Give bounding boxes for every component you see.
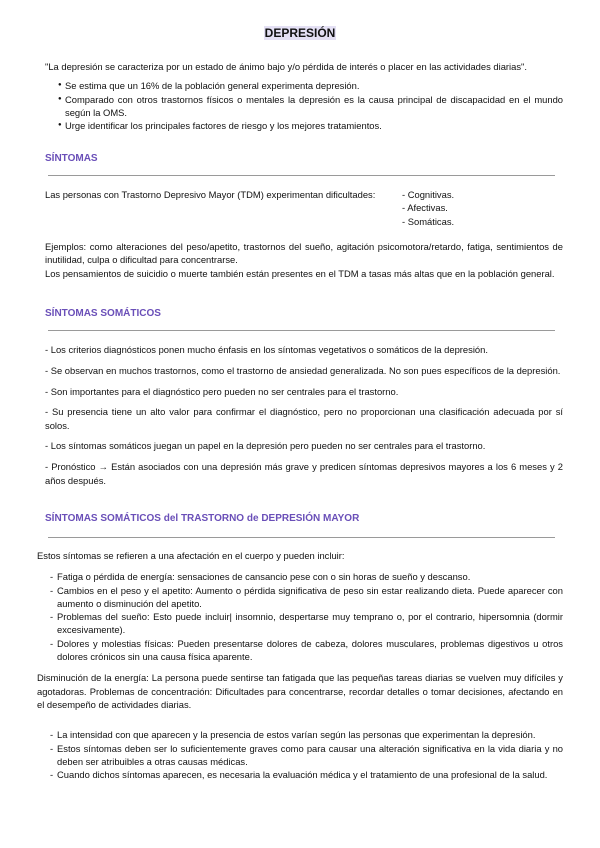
tdm-text: Las personas con Trastorno Depresivo Mayor (TDM) experimentan dificultades: — [45, 189, 376, 200]
tdm-list-2 — [37, 728, 563, 781]
list-item: - La intensidad con que aparecen y la presencia de estos varían según las personas que experimentan la depresión. — [37, 728, 563, 741]
divider — [48, 537, 555, 538]
intro-bullets — [45, 79, 563, 132]
ejemplos-paragraph: Ejemplos: como alteraciones del peso/apetito, trastornos del sueño, agitación psicomotora/retardo, fatiga, sentimientos de inutilidad, culpa o dificultad para concentrarse. — [45, 241, 563, 266]
list-item: ● Urge identificar los principales factores de riesgo y los mejores tratamientos. — [45, 119, 563, 132]
list-item: - Se observan en muchos trastornos, como el trastorno de ansiedad generalizada. No son pues específicos de la depresión. — [45, 364, 561, 376]
list-item: - Somáticas. — [402, 215, 455, 227]
list-item: - Problemas del sueño: Esto puede incluir| insomnio, despertarse muy temprano o, por el contrario, hipersomnia (dormir excesivamente). — [37, 610, 563, 637]
intro-section — [45, 60, 563, 132]
list-item: - Fatiga o pérdida de energía: sensaciones de cansancio pese con o sin horas de sueño y descanso. — [37, 570, 563, 583]
list-item: ● Se estima que un 16% de la población general experimenta depresión. — [45, 79, 563, 92]
section-heading-tdm: SÍNTOMAS SOMÁTICOS del TRASTORNO de DEPRESIÓN MAYOR — [45, 513, 360, 524]
list-item: - Dolores y molestias físicas: Pueden presentarse dolores de cabeza, dolores musculares, problemas digestivos u otros dolores crónicos sin una causa física aparente. — [37, 637, 563, 664]
list-item: - Cognitivas. — [402, 189, 455, 200]
list-item: - Cuando dichos síntomas aparecen, es necesaria la evaluación médica y el tratamiento de una profesional de la salud. — [37, 768, 563, 781]
tdm-difficulties — [45, 188, 563, 227]
tdm-section — [37, 549, 563, 781]
tdm-list-1 — [37, 570, 563, 663]
page-title: DEPRESIÓN — [264, 26, 336, 40]
list-item: - Los criterios diagnósticos ponen mucho énfasis en los síntomas vegetativos o somáticos de la depresión. — [45, 344, 488, 355]
list-item: - Su presencia tiene un alto valor para confirmar el diagnóstico, pero no proporcionan una clasificación adecuada por sí solos. — [45, 406, 563, 431]
list-item: ● Comparado con otros trastornos físicos o mentales la depresión es la causa principal de discapacidad en el mundo según la OMS. — [45, 93, 563, 120]
list-item: - Los síntomas somáticos juegan un papel en la depresión pero pueden no ser centrales para el trastorno. — [45, 440, 486, 452]
section-heading-somaticos: SÍNTOMAS SOMÁTICOS — [45, 308, 161, 319]
tdm-intro: Estos síntomas se refieren a una afectación en el cuerpo y pueden incluir: — [37, 550, 345, 561]
pensamientos-paragraph: Los pensamientos de suicidio o muerte también están presentes en el TDM a tasas más altas que en la población general. — [45, 267, 555, 279]
somaticos-list — [45, 343, 563, 494]
list-item: - Son importantes para el diagnóstico pero pueden no ser centrales para el trastorno. — [45, 385, 399, 397]
list-item: - Estos síntomas deben ser lo suficientemente graves como para causar una alteración significativa en la vida diaria y no deben ser atribuibles a otras causas médicas. — [37, 742, 563, 769]
divider — [48, 330, 555, 331]
section-heading-sintomas: SÍNTOMAS — [45, 153, 98, 164]
divider — [48, 175, 555, 176]
list-item: - Pronóstico → Están asociados con una depresión más grave y predicen síntomas depresivos mayores a los 6 meses y 2 años después. — [45, 461, 563, 486]
energia-paragraph: Disminución de la energía: La persona puede sentirse tan fatigada que las pequeñas tareas diarias se vuelven muy difíciles y agotadoras. Problemas de concentración: Dificultades para concentrarse, recordar detalles o tomar decisiones, afectando en el desempeño de actividades diarias. — [37, 672, 563, 710]
intro-quote: "La depresión se caracteriza por un estado de ánimo bajo y/o pérdida de interés o placer en las actividades diarias". — [45, 61, 527, 72]
list-item: - Afectivas. — [402, 202, 448, 214]
sintomas-text — [45, 240, 563, 280]
list-item: - Cambios en el peso y el apetito: Aumento o pérdida significativa de peso sin estar realizando dieta. Puede aparecer con aumento o disminución del apetito. — [37, 584, 563, 611]
